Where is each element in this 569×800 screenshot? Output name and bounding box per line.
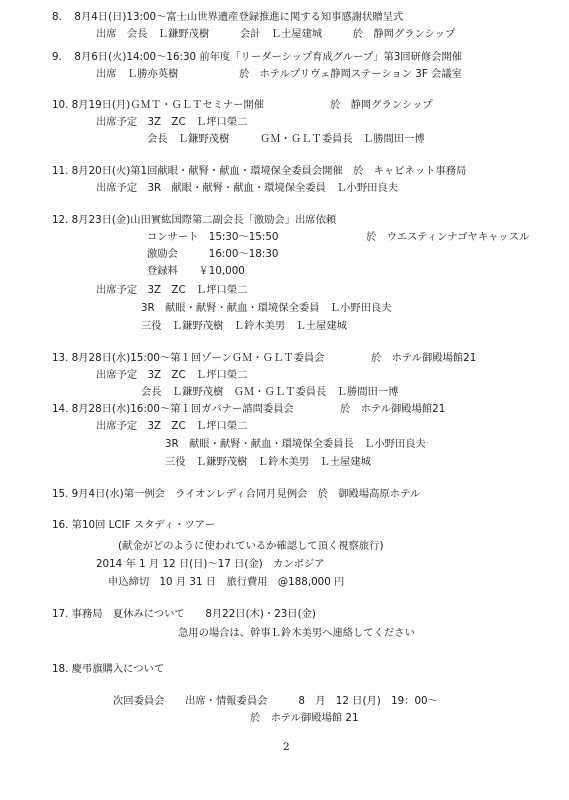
item-10-venue bbox=[330, 99, 433, 112]
item-number: 18. bbox=[52, 663, 69, 675]
venue: 於 ウエスティンナゴヤキャッスル bbox=[366, 231, 530, 243]
item-10-attendee-2 bbox=[147, 133, 425, 146]
item-16-subtitle bbox=[118, 540, 383, 553]
item-11-attendee bbox=[96, 182, 398, 195]
item-12-fee bbox=[147, 265, 245, 278]
attendee: 3R 献眼・献腎・献血・環境保全委員 Ｌ小野田良夫 bbox=[141, 302, 392, 314]
venue: 於 ホテル御殿場館21 bbox=[371, 352, 477, 364]
attendee-president: 出席 会長 Ｌ鎌野茂樹 bbox=[96, 28, 210, 40]
item-number: 9. bbox=[52, 51, 62, 63]
item-14-heading bbox=[52, 403, 294, 416]
concert-time: コンサート 15:30～15:50 bbox=[147, 231, 279, 243]
item-12-party bbox=[147, 248, 278, 261]
item-16-heading bbox=[52, 519, 215, 532]
item-number: 14. bbox=[52, 403, 69, 415]
item-title: 慶弔旗購入について bbox=[71, 663, 165, 675]
item-number: 16. bbox=[52, 519, 69, 531]
tour-dates: 2014 年 1 月 12 日(日)～17 日(金) カンボジア bbox=[96, 558, 325, 570]
attendee: 3R 献眼・献腎・献血・環境保全委員長 Ｌ小野田良夫 bbox=[165, 438, 426, 450]
item-number: 15. bbox=[52, 488, 69, 500]
item-title: 8月23日(金)山田實紘国際第二副会長「激励会」出席依頼 bbox=[71, 214, 337, 226]
contact-note: 急用の場合は、幹事Ｌ鈴木美男へ連絡してください bbox=[178, 627, 415, 639]
page-number: 2 bbox=[283, 741, 290, 753]
item-12-attendee-3 bbox=[141, 320, 347, 333]
tour-fee: 申込締切 10 月 31 日 旅行費用 @188,000 円 bbox=[108, 576, 345, 588]
item-14-attendee-3 bbox=[165, 456, 371, 469]
item-17-heading bbox=[52, 608, 316, 621]
item-13-heading bbox=[52, 352, 324, 365]
item-number: 10. bbox=[52, 99, 69, 111]
item-number: 11. bbox=[52, 165, 69, 177]
next-meeting-venue bbox=[250, 712, 359, 725]
venue: 於 ホテル御殿場館 21 bbox=[250, 712, 359, 724]
item-12-attendee-1 bbox=[96, 284, 247, 297]
item-12-attendee-2 bbox=[141, 302, 392, 315]
item-title: 8月28日(水)15:00～第１回ゾーンＧＭ・ＧＬＴ委員会 bbox=[71, 352, 325, 364]
venue: 於 ホテル御殿場館21 bbox=[340, 403, 446, 415]
item-15-heading bbox=[52, 488, 420, 501]
item-10-heading bbox=[52, 99, 264, 112]
item-13-venue bbox=[371, 352, 476, 365]
item-number: 8. bbox=[52, 11, 62, 23]
attendee: 出席 Ｌ勝亦英樹 bbox=[96, 68, 179, 80]
item-12-concert bbox=[147, 231, 278, 244]
venue: 於 ホテルプリヴェ静岡ステーション 3F 会議室 bbox=[238, 68, 462, 80]
item-14-attendee-2 bbox=[165, 438, 426, 451]
party-time: 激励会 16:00～18:30 bbox=[147, 248, 279, 260]
item-12-concert-venue bbox=[366, 231, 529, 244]
item-number: 12. bbox=[52, 214, 69, 226]
item-8-attendee bbox=[96, 28, 455, 41]
item-12-heading bbox=[52, 214, 336, 227]
attendee: 出席予定 3Z ZC Ｌ坪口榮二 bbox=[96, 284, 248, 296]
item-13-attendee-2 bbox=[141, 386, 398, 399]
item-8-heading bbox=[52, 11, 403, 24]
item-16-dates bbox=[96, 558, 325, 571]
item-title: 9月4日(水)第一例会 ライオンレディ合同月見例会 於 御殿場高原ホテル bbox=[71, 488, 421, 500]
attendee-president: 会長 Ｌ鎌野茂樹 bbox=[147, 133, 230, 145]
attendee: 三役 Ｌ鎌野茂樹 Ｌ鈴木美男 Ｌ土屋建城 bbox=[165, 456, 371, 468]
item-title: 8月20日(火)第1回献眼・献腎・献血・環境保全委員会開催 於 キャビネット事務局 bbox=[71, 165, 467, 177]
item-14-attendee-1 bbox=[96, 420, 247, 433]
item-9-attendee bbox=[96, 68, 462, 81]
registration-fee: 登録料 ￥10,000 bbox=[147, 265, 245, 277]
item-title: 8月19日(月)ＧＭＴ・ＧＬＴセミナー開催 bbox=[71, 99, 265, 111]
attendee-committee: ＧＭ・ＧＬＴ委員長 Ｌ勝間田一博 bbox=[259, 133, 425, 145]
item-title: 第10回 LCIF スタディ・ツアー bbox=[71, 519, 216, 531]
item-title: 8月4日(日)13:00～富士山世界遺産登録推進に関する知事感謝状贈呈式 bbox=[74, 11, 404, 23]
item-17-note bbox=[178, 627, 415, 640]
item-9-heading bbox=[52, 51, 462, 64]
attendee: 会長 Ｌ鎌野茂樹 ＧＭ・ＧＬＴ委員長 Ｌ勝間田一博 bbox=[141, 386, 399, 398]
item-18-heading bbox=[52, 663, 164, 676]
item-number: 13. bbox=[52, 352, 69, 364]
item-title: 8月6日(火)14:00～16:30 前年度「リーダーシップ育成グループ」第3回研修会開催 bbox=[74, 51, 463, 63]
next-meeting bbox=[113, 695, 438, 708]
item-title: 事務局 夏休みについて 8月22日(木)・23日(金) bbox=[71, 608, 316, 620]
venue: 於 静岡グランシップ bbox=[330, 99, 433, 111]
item-14-venue bbox=[340, 403, 445, 416]
item-13-attendee-1 bbox=[96, 369, 247, 382]
attendee: 出席予定 3R 献眼・献腎・献血・環境保全委員 Ｌ小野田良夫 bbox=[96, 182, 399, 194]
tour-description: (献金がどのように使われているか確認して頂く視察旅行) bbox=[118, 540, 384, 552]
item-16-fee bbox=[108, 576, 344, 589]
attendee: 三役 Ｌ鎌野茂樹 Ｌ鈴木美男 Ｌ土屋建城 bbox=[141, 320, 347, 332]
attendee: 出席予定 3Z ZC Ｌ坪口榮二 bbox=[96, 420, 248, 432]
item-title: 8月28日(水)16:00～第１回ガバナー諮問委員会 bbox=[71, 403, 294, 415]
item-11-heading bbox=[52, 165, 466, 178]
next-meeting-label: 次回委員会 出席・情報委員会 8 月 12 日(月) 19：00～ bbox=[113, 695, 438, 707]
attendee-treasurer: 会計 Ｌ土屋建城 bbox=[239, 28, 323, 40]
item-10-attendee-1 bbox=[96, 116, 247, 129]
item-number: 17. bbox=[52, 608, 69, 620]
attendee: 出席予定 3Z ZC Ｌ坪口榮二 bbox=[96, 369, 248, 381]
venue: 於 静岡グランシップ bbox=[352, 28, 456, 40]
attendee: 出席予定 3Z ZC Ｌ坪口榮二 bbox=[96, 116, 248, 128]
